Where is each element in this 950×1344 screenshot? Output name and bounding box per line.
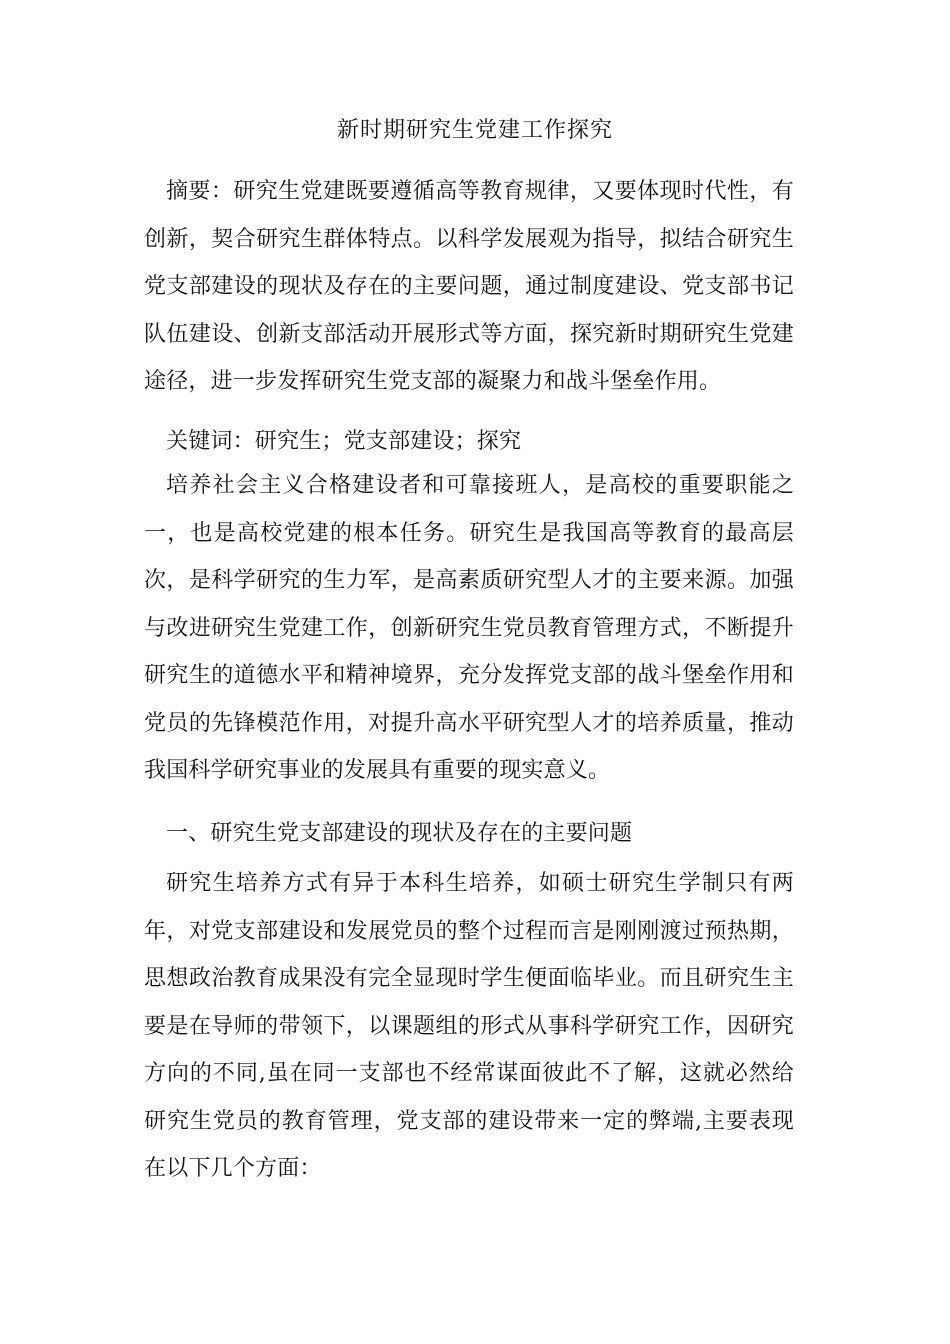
intro-paragraph: 培养社会主义合格建设者和可靠接班人，是高校的重要职能之一，也是高校党建的根本任务。研究生是我国高等教育的最高层次，是科学研究的生力军，是高素质研究型人才的主要来源。加强与改进研究生党建工作，创新研究生党员教育管理方式，不断提升研究生的道德水平和精神境界，充分发挥党支部的战斗堡垒作用和党员的先锋模范作用，对提升高水平研究型人才的培养质量，推动我国科学研究事业的发展具有重要的现实意义。 [144,473,794,783]
abstract-paragraph: 摘要：研究生党建既要遵循高等教育规律，又要体现时代性，有创新，契合研究生群体特点。以科学发展观为指导，拟结合研究生党支部建设的现状及存在的主要问题，通过制度建设、党支部书记队伍建设、创新支部活动开展形式等方面，探究新时期研究生党建途径，进一步发挥研究生党支部的凝聚力和战斗堡垒作用。 [144,179,794,394]
keywords-line: 关键词：研究生；党支部建设；探究 [166,429,522,454]
document-title: 新时期研究生党建工作探究 [336,118,613,143]
section-heading: 一、研究生党支部建设的现状及存在的主要问题 [166,821,633,846]
section-paragraph: 研究生培养方式有异于本科生培养，如硕士研究生学制只有两年，对党支部建设和发展党员的整个过程而言是刚刚渡过预热期，思想政治教育成果没有完全显现时学生便面临毕业。而且研究生主要是在导师的带领下，以课题组的形式从事科学研究工作，因研究方向的不同,虽在同一支部也不经常谋面彼此不了解，这就必然给研究生党员的教育管理，党支部的建设带来一定的弊端,主要表现在以下几个方面： [144,871,794,1181]
